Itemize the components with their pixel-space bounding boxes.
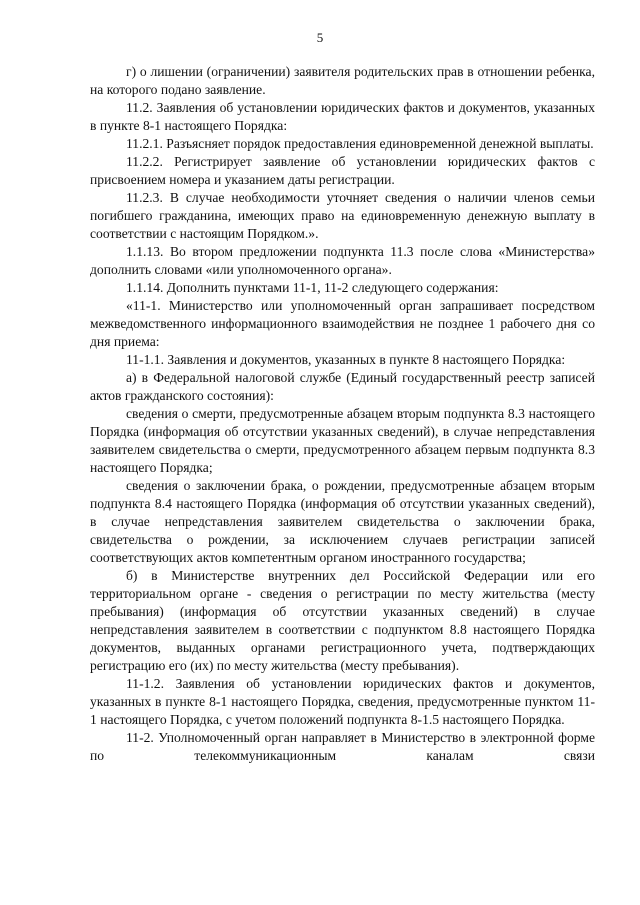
paragraph: 11.2.1. Разъясняет порядок предоставления единовременной денежной выплаты. [126,136,594,151]
paragraph: 11-2. Уполномоченный орган направляет в Министерство в электронной форме по телекоммуникационным каналам связи [90,730,595,763]
paragraph: 1.1.13. Во втором предложении подпункта 11.3 после слова «Министерства» дополнить словами «или уполномоченного органа». [90,244,595,277]
paragraph: 11-1.1. Заявления и документов, указанных в пункте 8 настоящего Порядка: [126,352,566,367]
paragraph: сведения о смерти, предусмотренные абзацем вторым подпункта 8.3 настоящего Порядка (информация об отсутствии указанных сведений), в случае непредставления заявителем свидетельства о смерти, предусмотренного абзацем первым подпункта 8.3 настоящего Порядка; [90,406,595,475]
page-number: 5 [316,30,324,45]
paragraph: 11.2.3. В случае необходимости уточняет сведения о наличии членов семьи погибшего гражданина, имеющих право на единовременную денежную выплату в соответствии с настоящим Порядком.». [90,190,595,241]
paragraph: г) о лишении (ограничении) заявителя родительских прав в отношении ребенка, на которого подано заявление. [90,64,595,97]
paragraph: сведения о заключении брака, о рождении, предусмотренные абзацем вторым подпункта 8.4 настоящего Порядка (информация об отсутствии указанных сведений), в случае непредставления заявителем свидетельства о заключении брака, свидетельства о рождении, за исключением случаев регистрации записей соответствующих актов компетентным органом иностранного государства; [90,478,595,565]
paragraph: 11.2. Заявления об установлении юридических фактов и документов, указанных в пункте 8-1 настоящего Порядка: [90,100,595,133]
document-body [90,63,595,765]
paragraph: 11-1.2. Заявления об установлении юридических фактов и документов, указанных в пункте 8-1 настоящего Порядка, сведения, предусмотренные пунктом 11-1 настоящего Порядка, с учетом положений подпункта 8-1.5 настоящего Порядка. [90,676,595,727]
paragraph: а) в Федеральной налоговой службе (Единый государственный реестр записей актов гражданского состояния): [90,370,595,403]
paragraph: б) в Министерстве внутренних дел Российской Федерации или его территориальном органе - сведения о регистрации по месту жительства (месту пребывания) (информация об отсутствии указанных сведений) в случае непредставления заявителем в соответствии с подпунктом 8.8 настоящего Порядка документов, выданных органами регистрационного учета, подтверждающих регистрацию его (их) по месту жительства (месту пребывания). [90,568,595,673]
paragraph: «11-1. Министерство или уполномоченный орган запрашивает посредством межведомственного информационного взаимодействия не позднее 1 рабочего дня со дня приема: [90,298,595,349]
paragraph: 11.2.2. Регистрирует заявление об установлении юридических фактов с присвоением номера и указанием даты регистрации. [90,154,595,187]
paragraph: 1.1.14. Дополнить пунктами 11-1, 11-2 следующего содержания: [126,280,499,295]
